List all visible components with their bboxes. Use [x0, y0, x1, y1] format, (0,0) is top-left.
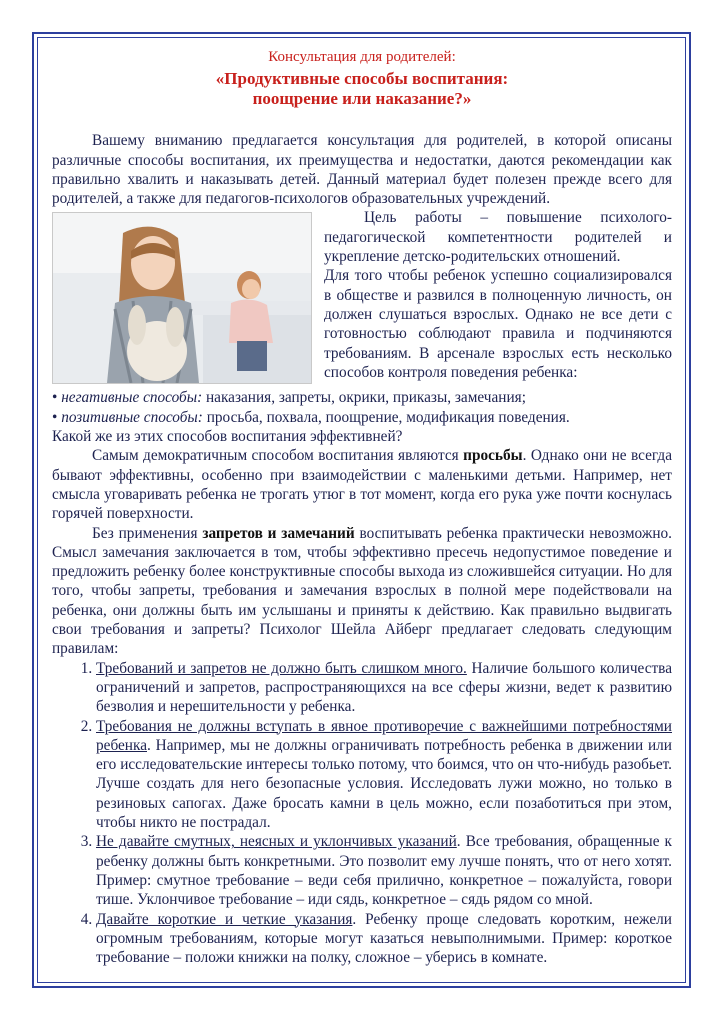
- bullet-positive: • позитивные способы: просьба, похвала, поощрение, модификация поведения.: [52, 408, 570, 426]
- header-title-line1: «Продуктивные способы воспитания:: [215, 69, 509, 89]
- bullet-negative-text: наказания, запреты, окрики, приказы, замечания;: [202, 389, 526, 407]
- requests-bold: просьбы: [463, 447, 523, 465]
- socialize-paragraph: Для того чтобы ребенок успешно социализировался в обществе и развился в полноценную личность, он должен слушаться взрослых. Однако не все дети с готовностью соблюдают правила и подчиняются требованиям. В арсенале взрослых есть несколько способов контроля поведения ребенка:: [324, 267, 672, 381]
- rule-item-2: [96, 717, 672, 833]
- question-line: Какой же из этих способов воспитания эффективней?: [52, 428, 403, 446]
- rule-item-4: [96, 910, 672, 968]
- rules-list: [52, 659, 672, 968]
- header-title-line2: поощрение или наказание?»: [252, 89, 472, 109]
- bullet-negative: • негативные способы: наказания, запреты, окрики, приказы, замечания;: [52, 389, 526, 407]
- rule-3-head: Не давайте смутных, неясных и уклончивых указаний: [96, 833, 457, 851]
- header-kicker: Консультация для родителей:: [268, 49, 456, 65]
- requests-after: . Однако они не всегда бывают эффективны, особенно при взаимодействии с маленькими детьми. Например, нет смысла уговаривать ребенка не трогать утюг в тот момент, когда его рука уже почти коснулась горячей поверхности.: [52, 447, 672, 523]
- rule-1-head: Требований и запретов не должно быть слишком много.: [96, 659, 467, 677]
- requests-before: Самым демократичным способом воспитания являются: [92, 447, 464, 465]
- prohibitions-paragraph: [52, 524, 672, 659]
- rule-item-1: [96, 659, 672, 717]
- bullet-positive-label: позитивные способы:: [61, 408, 203, 426]
- rule-item-3: [96, 832, 672, 909]
- rule-2-head: Требования не должны вступать в явное противоречие с важнейшими потребностями ребенка: [96, 717, 672, 754]
- child-mother-photo: [52, 212, 312, 384]
- bullet-negative-label: негативные способы:: [61, 389, 203, 407]
- prohibitions-before: Без применения: [92, 524, 203, 542]
- bullet-positive-text: просьба, похвала, поощрение, модификация поведения.: [202, 408, 570, 426]
- prohibitions-after: воспитывать ребенка практически невозможно. Смысл замечания заключается в том, чтобы эффективно пресечь недопустимое поведение и предложить ребенку более конструктивные способы выхода из сложившейся ситуации. Но для того, чтобы запреты, требования и замечания взрослых в полной мере подействовали на ребенка, они должны быть им услышаны и приняты к действию. Как правильно выдвигать свои требования и запреты? Психолог Шейла Айберг предлагает следовать следующим правилам:: [52, 524, 672, 658]
- prohibitions-bold: запретов и замечаний: [202, 524, 355, 542]
- document-body: [52, 46, 672, 967]
- rule-2-text: . Например, мы не должны ограничивать потребность ребенка в движении или его исследовательские интересы только потому, что боимся, что он что-нибудь разобьет. Лучше создать для него безопасные условия. Исследовать лужи можно, но только в резиновых сапогах. Даже бросать камни в цель можно, если позаботиться при этом, чтобы никто не пострадал.: [96, 736, 672, 832]
- rule-4-text: . Ребенку проще следовать коротким, нежели огромным требованиям, которые могут казаться невыполнимыми. Пример: короткое требование – положи книжки на полку, сложное – уберись в комнате.: [96, 910, 672, 967]
- rule-4-head: Давайте короткие и четкие указания: [96, 910, 353, 928]
- rule-1-text: Наличие большого количества ограничений и запретов, распространяющихся на все сферы жизни, ведет к развитию безволия и нерешительности у ребенка.: [96, 659, 672, 716]
- rule-3-text: . Все требования, обращенные к ребенку должны быть конкретными. Это позволит ему лучше понять, что от него хотят. Пример: смутное требование – веди себя прилично, конкретное – пожалуйста, говори тише. Уклончивое требование – иди сядь, конкретное – сядь рядом со мной.: [96, 833, 672, 909]
- goal-paragraph: Цель работы – повышение психолого-педагогической компетентности родителей и укрепление детско-родительских отношений.: [324, 209, 672, 266]
- requests-paragraph: [52, 446, 672, 523]
- intro-paragraph: Вашему вниманию предлагается консультация для родителей, в которой описаны различные способы воспитания, их преимущества и недостатки, даются рекомендации как правильно хвалить и наказывать детей. Данный материал будет полезен прежде всего для родителей, а также для педагогов-психологов образовательных учреждений.: [52, 132, 672, 208]
